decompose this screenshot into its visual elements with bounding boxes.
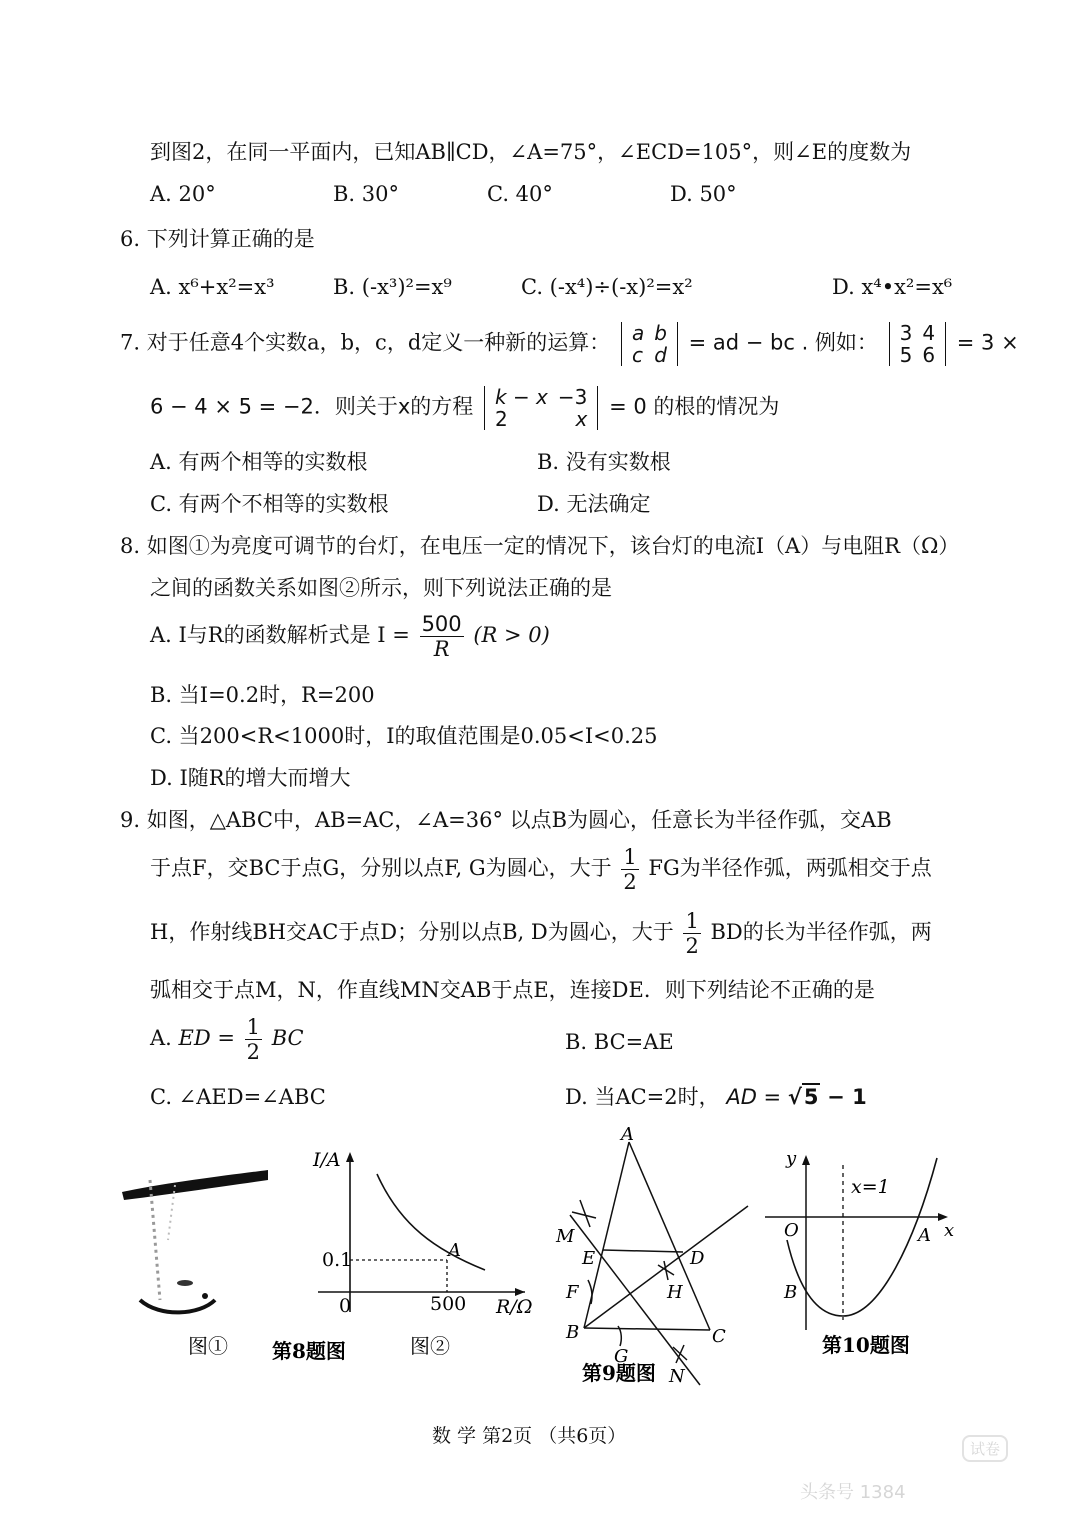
q7-determinant-equation [484,386,598,430]
q8-optA-prefix: A. I与R的函数解析式是 I = [150,623,410,648]
eq-x: x [575,407,588,431]
ir-xlabel: R/Ω [496,1296,533,1318]
q9-half-fraction-1 [621,845,638,894]
optA-num: 1 [246,1015,261,1039]
tri-label-b: B [566,1322,580,1343]
q9-optD-prefix: D. 当AC=2时， [565,1085,720,1109]
q10-caption: 第10题图 [822,1333,910,1357]
q8-number: 8. [120,534,141,558]
q9-option-c: C. ∠AED=∠ABC [150,1085,326,1109]
q8-line1 [120,534,959,559]
q9-optA-right: BC [271,1026,304,1051]
det-a: a [631,321,645,345]
q8-frac-den: R [433,637,450,662]
q9-line1 [120,808,892,833]
q5-option-d: D. 50° [670,182,737,206]
eq-neg3: −3 [557,385,588,409]
q7-line2 [150,386,779,430]
q6-option-b: B. (-x³)²=x⁹ [333,275,452,299]
q7-determinant-example [889,322,946,366]
parab-x-label: x [944,1220,955,1241]
q8-text1: 如图①为亮度可调节的台灯，在电压一定的情况下，该台灯的电流I（A）与电阻R（Ω） [146,534,960,558]
q5-option-b: B. 30° [333,182,400,206]
watermark-badge: 试卷 [962,1435,1008,1462]
q9-option-d [565,1085,867,1110]
q7-line1 [120,322,1019,366]
tri-label-c: C [712,1326,726,1347]
tri-label-n: N [669,1366,685,1387]
q6-text: 下列计算正确的是 [146,227,315,251]
q9-option-b: B. BC=AE [565,1030,674,1054]
q7-line2-end: = 0 的根的情况为 [609,394,780,419]
half-den-1: 2 [623,870,637,895]
ir-ytick: 0.1 [322,1249,353,1271]
q6-stem [120,227,315,252]
q9-optA-left: ED = [178,1026,235,1051]
q6-option-c: C. (-x⁴)÷(-x)²=x² [521,275,693,299]
q8-option-c: C. 当200<R<1000时，I的取值范围是0.05<I<0.25 [150,724,658,748]
half-num-1: 1 [623,845,637,869]
tri-label-f: F [566,1282,579,1303]
parab-axis-label: x=1 [851,1176,890,1198]
q9-optA-fraction [245,1015,262,1064]
parab-origin: O [784,1220,799,1241]
lamp-figure [122,1170,268,1312]
q8-option-d: D. I随R的增大而增大 [150,766,351,790]
q5-option-c: C. 40° [487,182,553,206]
ir-ylabel: I/A [313,1149,341,1171]
q7-example-tail: = 3 × [956,330,1019,355]
q9-optD-math: AD = [726,1085,782,1109]
q8-option-a [150,612,550,661]
half-den-2: 2 [685,934,699,959]
q8-frac-num: 500 [421,612,462,636]
ir-origin: 0 [339,1295,352,1317]
q9-line3 [150,909,932,958]
q9-line2 [150,845,932,894]
ex-6: 6 [922,343,936,367]
det-d: d [654,343,667,367]
q7-line2-start: 6 − 4 × 5 = −2．则关于x的方程 [150,394,474,419]
q6-option-d: D. x⁴•x²=x⁶ [832,275,953,299]
eq-k-x: k − x [495,385,548,409]
fig2-label: 图② [410,1334,450,1358]
eq-2: 2 [495,407,508,431]
q9-text1: 如图，△ABC中，AB=AC，∠A=36° 以点B为圆心，任意长为半径作弧，交AB [146,808,892,832]
q7-option-c: C. 有两个不相等的实数根 [150,492,389,516]
tri-label-a: A [621,1124,634,1145]
q9-option-a [150,1015,304,1064]
det-b: b [654,321,667,345]
q8-optA-suffix: (R > 0) [473,623,550,648]
ex-5: 5 [899,343,913,367]
q7-option-a: A. 有两个相等的实数根 [150,450,368,474]
ir-curve [377,1174,485,1270]
q7-option-d: D. 无法确定 [537,492,651,516]
q9-line2-a: 于点F，交BC于点G，分别以点F, G为圆心，大于 [150,856,612,881]
tri-label-m: M [556,1226,575,1247]
q9-line4: 弧相交于点M，N，作直线MN交AB于点E，连接DE．则下列结论不正确的是 [150,978,875,1002]
q9-caption: 第9题图 [582,1361,656,1385]
q6-number: 6. [120,227,141,251]
q9-line3-b: BD的长为半径作弧，两 [710,920,932,945]
det-c: c [631,343,643,367]
parab-point-b: B [784,1282,798,1303]
ex-3: 3 [899,321,913,345]
ex-4: 4 [922,321,936,345]
q9-number: 9. [120,808,141,832]
q7-option-b: B. 没有实数根 [537,450,671,474]
q7-rule: = ad − bc . 例如： [688,330,878,355]
q9-line2-b: FG为半径作弧，两弧相交于点 [648,856,932,881]
figures-area [0,1120,1080,1400]
ir-xtick: 500 [430,1293,467,1315]
q9-optD-tail: − 1 [827,1085,867,1109]
optA-den: 2 [246,1040,261,1065]
q9-line3-a: H，作射线BH交AC于点D；分别以点B, D为圆心，大于 [150,920,674,945]
tri-label-d: D [690,1248,705,1269]
watermark-text: 头条号 1384 [800,1482,906,1503]
q9-half-fraction-2 [683,909,700,958]
q9-optD-radicand: 5 [803,1085,819,1109]
half-num-2: 1 [685,909,699,933]
q8-fraction [420,612,464,661]
q9-optA-prefix: A. [150,1026,172,1051]
fig1-label: 图① [188,1334,228,1358]
q5-stem: 到图2，在同一平面内，已知AB∥CD，∠A=75°，∠ECD=105°，则∠E的度数为 [150,140,912,164]
q7-determinant-definition [621,322,678,366]
q8-caption: 第8题图 [272,1339,346,1363]
ir-graph [318,1152,525,1312]
tri-label-e: E [582,1248,596,1269]
q8-option-b: B. 当I=0.2时，R=200 [150,683,375,707]
tri-label-g: G [614,1346,629,1367]
q6-option-a: A. x⁶+x²=x³ [150,275,275,299]
parab-y-label: y [786,1148,797,1169]
q5-option-a: A. 20° [150,182,216,206]
q7-stem: 对于任意4个实数a，b，c，d定义一种新的运算： [146,330,611,355]
q7-number: 7. [120,330,141,355]
triangle-figure [570,1142,748,1385]
parab-point-a: A [918,1225,931,1246]
q9-optD-sqrt-sign: √ [787,1085,802,1109]
tri-label-h: H [667,1282,683,1303]
q8-line2: 之间的函数关系如图②所示，则下列说法正确的是 [150,576,612,600]
page-footer: 数 学 第2页 （共6页） [432,1425,627,1447]
ir-point-a: A [448,1240,461,1261]
